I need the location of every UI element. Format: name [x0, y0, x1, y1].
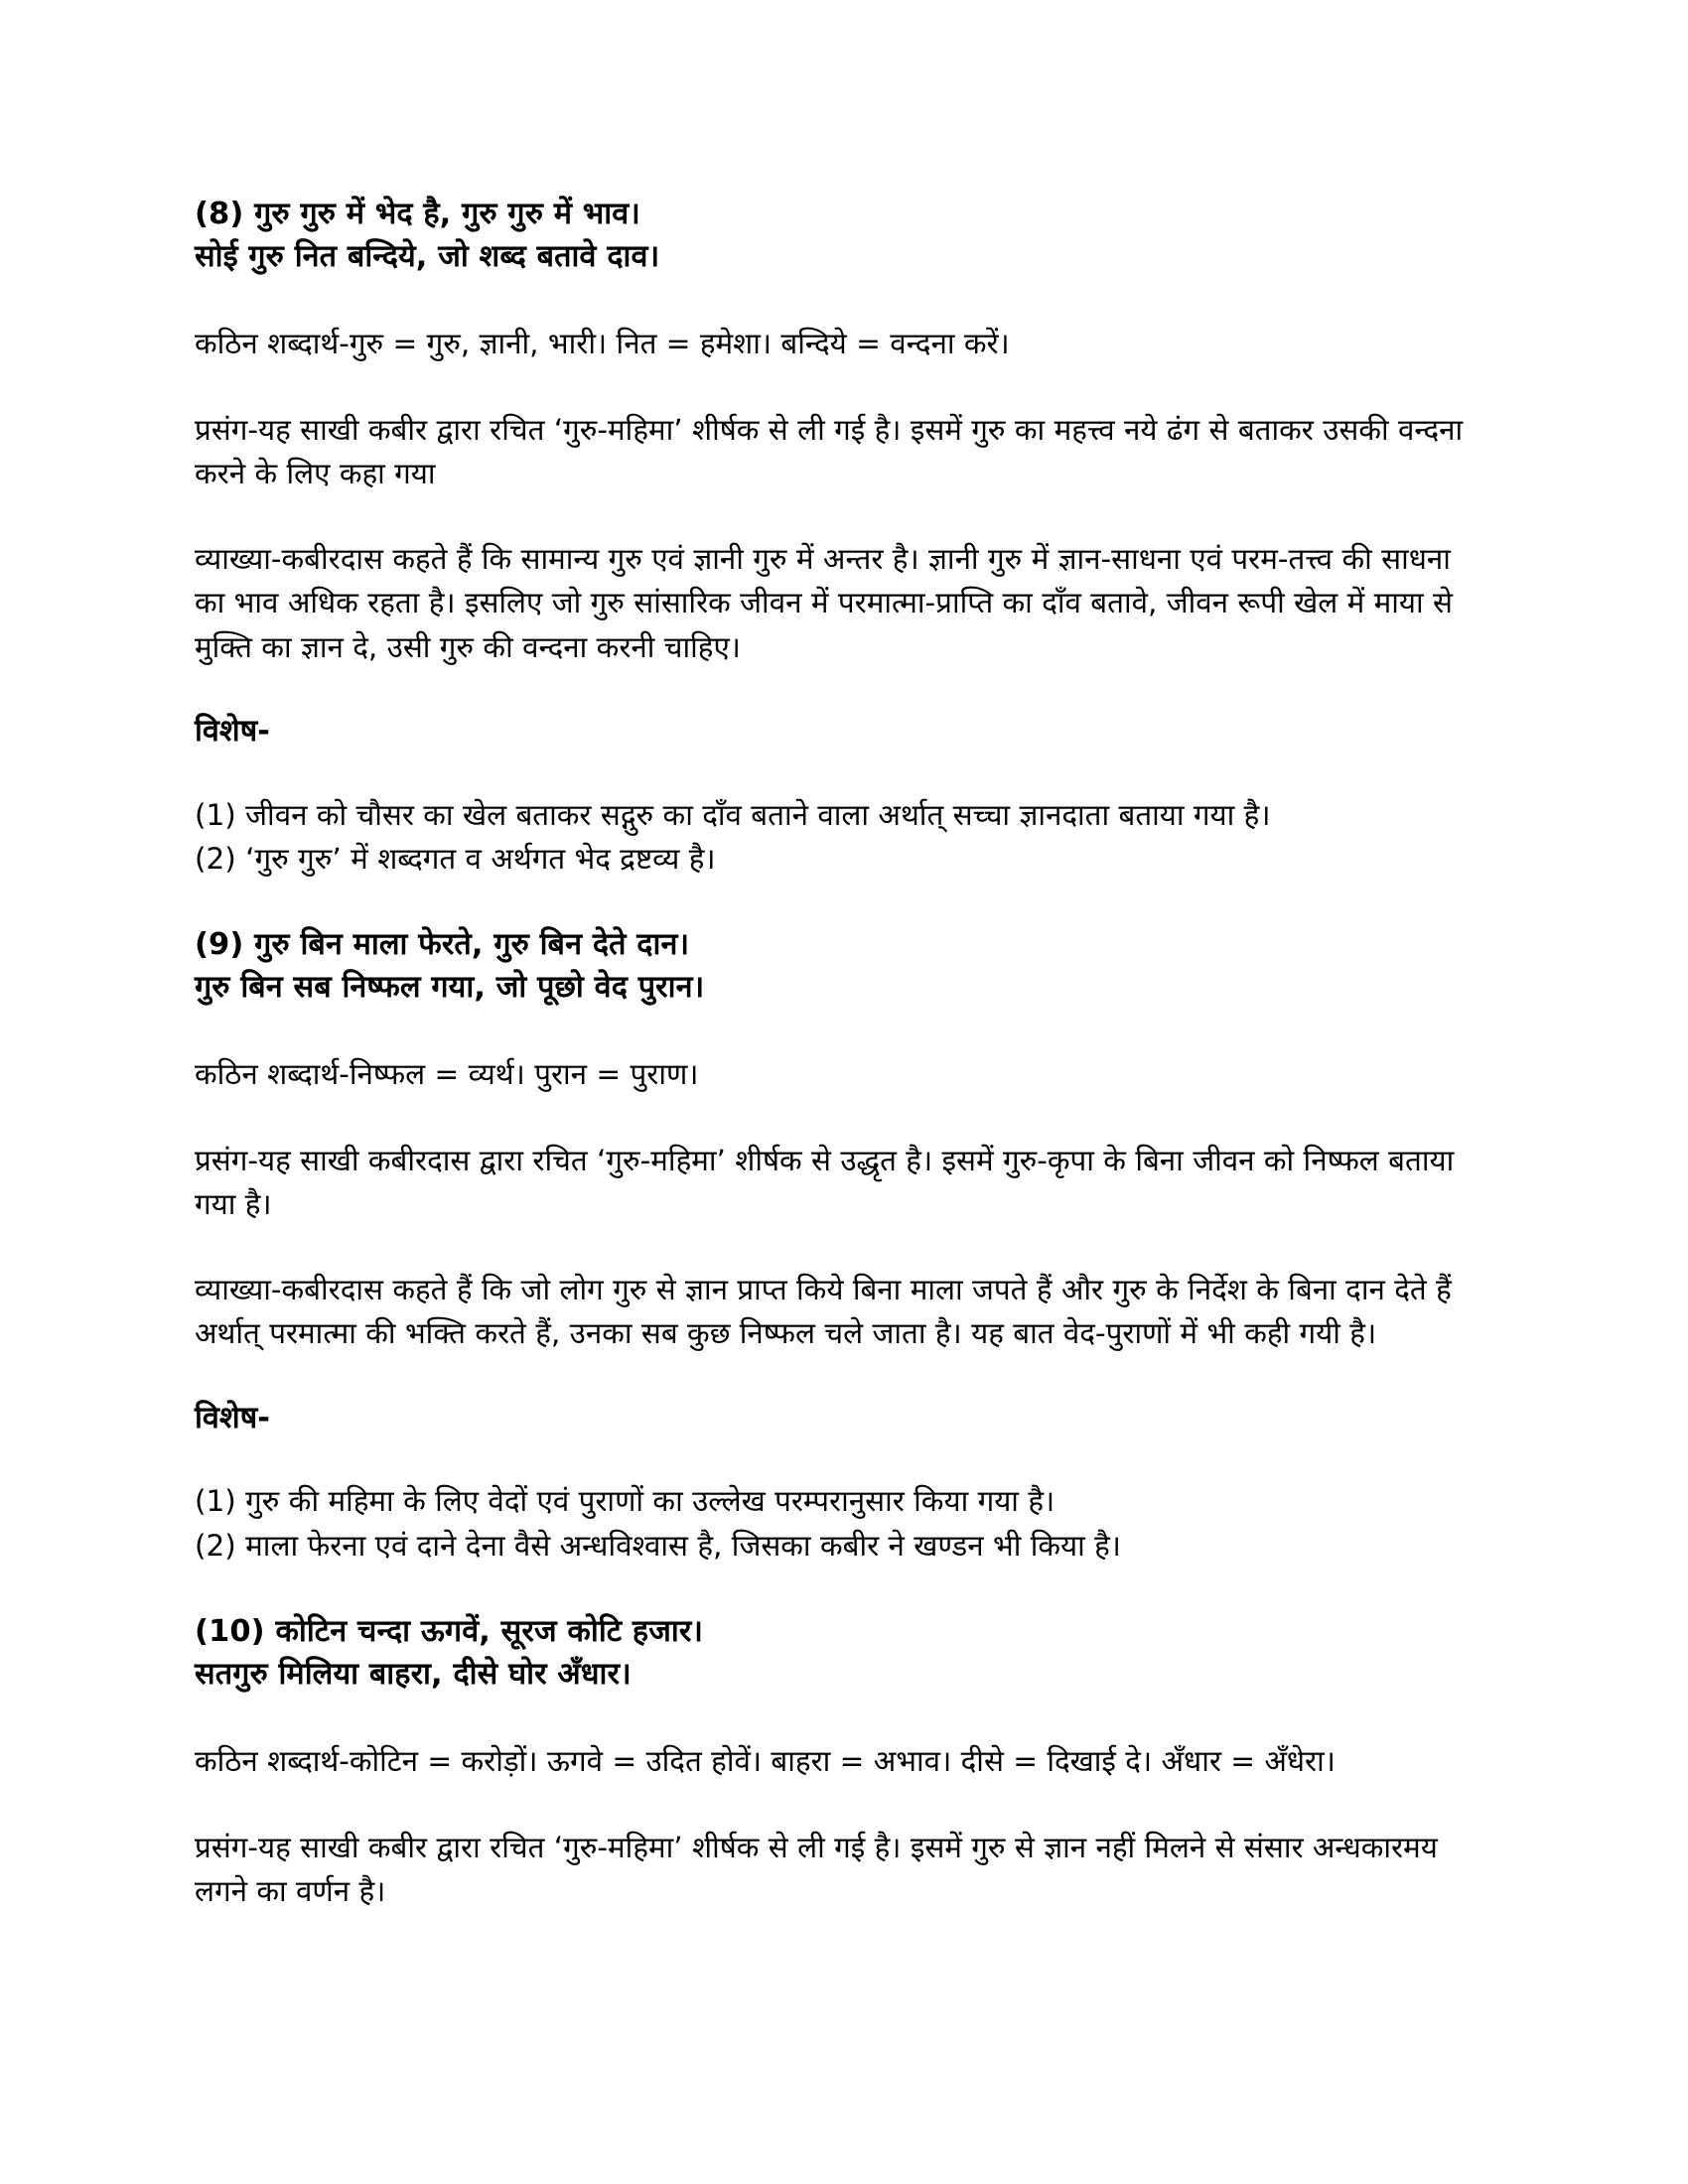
kathin-shabdarth-9: कठिन शब्दार्थ-निष्फल = व्यर्थ। पुरान = पुराण।	[195, 1057, 699, 1092]
vishesh-label-9: विशेष-	[195, 1400, 270, 1435]
couplet-10-line-2: सतगुरु मिलिया बाहरा, दीसे घोर अँधार।	[195, 1656, 632, 1692]
vishesh-note-8-1: (1) जीवन को चौसर का खेल बताकर सद्गुरु का दाँव बताने वाला अर्थात् सच्चा ज्ञानदाता बताया गया है।	[195, 797, 1271, 832]
prasang-9: प्रसंग-यह साखी कबीरदास द्वारा रचित ‘गुरु-महिमा’ शीर्षक से उद्धृत है। इसमें गुरु-कृपा के बिना जीवन को निष्फल बताया गया है।	[195, 1143, 1455, 1221]
kathin-shabdarth-10: कठिन शब्दार्थ-कोटिन = करोड़ों। ऊगवे = उदित होवें। बाहरा = अभाव। दीसे = दिखाई दे। अँधार = अँधेरा।	[195, 1744, 1336, 1779]
couplet-8	[195, 194, 1485, 278]
couplet-10	[195, 1611, 1485, 1696]
couplet-8-line-1: (8) गुरु गुरु में भेद है, गुरु गुरु में भाव।	[195, 197, 640, 231]
document-body	[195, 194, 1485, 1913]
vyakhya-9: व्याख्या-कबीरदास कहते हैं कि जो लोग गुरु से ज्ञान प्राप्त किये बिना माला जपते हैं और गुरु के निर्देश के बिना दान देते हैं अर्थात् परमात्मा की भक्ति करते हैं, उनका सब कुछ निष्फल चले जाता है। यह बात वेद-पुराणों में भी कही गयी है।	[195, 1273, 1452, 1351]
prasang-8: प्रसंग-यह साखी कबीर द्वारा रचित ‘गुरु-महिमा’ शीर्षक से ली गई है। इसमें गुरु का महत्त्व नये ढंग से बताकर उसकी वन्दना करने के लिए कहा गया	[195, 412, 1464, 490]
vishesh-note-9-1: (1) गुरु की महिमा के लिए वेदों एवं पुराणों का उल्लेख परम्परानुसार किया गया है।	[195, 1484, 1055, 1519]
prasang-10: प्रसंग-यह साखी कबीर द्वारा रचित ‘गुरु-महिमा’ शीर्षक से ली गई है। इसमें गुरु से ज्ञान नहीं मिलने से संसार अन्धकारमय लगने का वर्णन है।	[195, 1830, 1438, 1908]
vishesh-label-8: विशेष-	[195, 713, 270, 749]
couplet-9	[195, 924, 1485, 1009]
vyakhya-8: व्याख्या-कबीरदास कहते हैं कि सामान्य गुरु एवं ज्ञानी गुरु में अन्तर है। ज्ञानी गुरु में ज्ञान-साधना एवं परम-तत्त्व की साधना का भाव अधिक रहता है। इसलिए जो गुरु सांसारिक जीवन में परमात्मा-प्राप्ति का दाँव बतावे, जीवन रूपी खेल में माया से मुक्ति का ज्ञान दे, उसी गुरु की वन्दना करनी चाहिए।	[195, 542, 1453, 664]
couplet-8-line-2: सोई गुरु नित बन्दिये, जो शब्द बतावे दाव।	[195, 238, 660, 274]
vishesh-note-9-2: (2) माला फेरना एवं दाने देना वैसे अन्धविश्वास है, जिसका कबीर ने खण्डन भी किया है।	[195, 1528, 1121, 1563]
couplet-10-line-1: (10) कोटिन चन्दा ऊगवें, सूरज कोटि हजार।	[195, 1613, 704, 1649]
kathin-shabdarth-8: कठिन शब्दार्थ-गुरु = गुरु, ज्ञानी, भारी। नित = हमेशा। बन्दिये = वन्दना करें।	[195, 327, 1010, 361]
couplet-9-line-1: (9) गुरु बिन माला फेरते, गुरु बिन देते दान।	[195, 927, 690, 963]
vishesh-note-8-2: (2) ‘गुरु गुरु’ में शब्दगत व अर्थगत भेद द्रष्टव्य है।	[195, 841, 716, 876]
vishesh-notes-8	[195, 793, 1485, 882]
couplet-9-line-2: गुरु बिन सब निष्फल गया, जो पूछो वेद पुरान।	[195, 969, 705, 1005]
vishesh-notes-9	[195, 1479, 1485, 1568]
